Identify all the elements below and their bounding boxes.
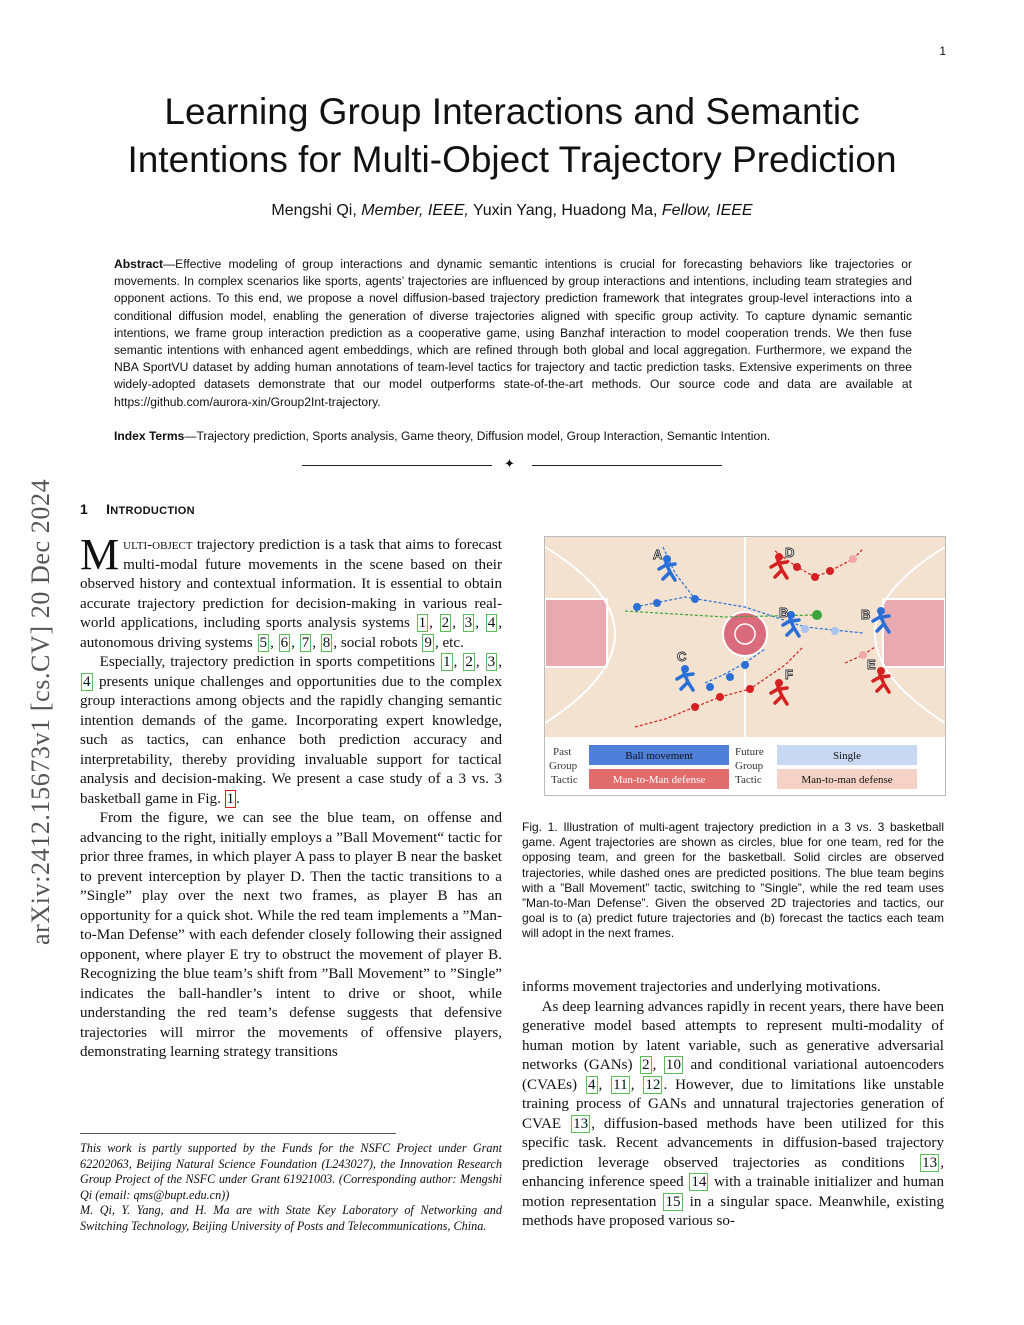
separator-star-icon: ✦ [504,456,515,471]
citation-link[interactable]: 6 [280,634,289,651]
section-heading [80,501,195,517]
legend-future-line: Tactic [735,774,762,786]
legend-future-line: Future [735,746,764,758]
citation-link[interactable]: 2 [441,615,450,631]
blue-marker [741,661,749,669]
right-paragraph-2: As deep learning advances rapidly in recent years, there have been generative model based attempts to represent multi-modality of human motion by latent variable, such as generative adversarial networks (GANs) 2 , 10 and conditional variational autoencoders (CVAEs) 4 , 11 , 12 . However, due to limitations like unstable training process of GANs and unnatural trajectories generation of CVAE 13 , diffusion-based methods have been utilized for this specific task. Recent advancements in diffusion-based trajectory prediction leverage observed trajectories as conditions 13 , enhancing inference speed 14 with a trainable initializer and human motion representation 15 in a singular space. Meanwhile, existing methods have proposed various so- [522,998,945,1229]
drop-cap: M [80,530,120,579]
citation-link[interactable]: 3 [487,654,496,670]
citation-link[interactable]: 2 [642,1057,650,1073]
text-run: . However, due to limitations like unstable training process of GANs and unnatural trajectories generation of CVAE [522,1076,945,1132]
citation-link[interactable]: 10 [665,1057,681,1073]
author-1: Mengshi Qi, [271,202,357,219]
red-marker [811,573,819,581]
player-label: F [785,667,793,682]
text-run: presents unique challenges and opportunities due to the complex group interactions among objects and the rapidly changing semantic intention demands of the game. Incorporating expert knowledge, such as tactics, can enhance both prediction accuracy and interpretability, thereby providing invaluable support for tactical analysis and decision-making. We present a case study of a 3 vs. 3 basketball game in Fig. [80,673,502,807]
index-terms-label: Index Terms [114,429,185,443]
red-marker [691,703,699,711]
section-separator [302,456,722,472]
blue-marker [706,683,714,691]
citation-link[interactable]: 11 [613,1076,628,1093]
intro-paragraph-2: Especially, trajectory prediction in sports competitions 1 , 2 , 3 , 4 presents unique challenges and opportunities due to the complex group interactions among objects and the rapidly changing semantic intention demands of the game. Incorporating expert knowledge, such as tactics, can enhance both prediction accuracy and interpretability, thereby providing invaluable support for tactical analysis and decision-making. We present a case study of a 3 vs. 3 basketball game in Fig. 1 . [80,654,502,807]
blue-marker [633,603,641,611]
citation-link[interactable]: 14 [691,1174,707,1190]
figure-caption: Fig. 1. Illustration of multi-agent trajectory prediction in a 3 vs. 3 basketball game. Agent trajectories are shown as circles, blue for one team, red for the opposing team, and green for the basketball. Solid circles are observed trajectories, while dashed ones are predicted positions. The blue team begins with a ”Ball Movement” tactic, switching to ”Single”, while the red team uses ”Man-to-Man Defense”. Given the observed 2D trajectories and tactics, our goal is to (a) predict future trajectories and (b) forecast the tactics each team will adopt in the next frames. [522,820,944,941]
legend-past-line: Tactic [551,774,578,786]
legend-text: Ball movement [625,750,693,762]
right-paragraph-1: informs movement trajectories and underlying motivations. [522,979,881,995]
right-paint [883,599,945,667]
red-marker [716,693,724,701]
text-run: with a trainable initializer and human motion representation [522,1174,944,1210]
text-run: trajectory prediction is a task that aims to forecast multi-modal future movements in the scene based on their observed history and contextual information. It is essential to obtain accurate trajectory prediction for decision-making in various real-world applications, including sports analysis systems [80,537,502,631]
legend-text: Single [832,750,862,762]
citation-link[interactable]: 4 [83,673,91,690]
text-run: . [236,790,240,807]
footnote-funding: This work is partly supported by the Funds for the NSFC Project under Grant 62202063, Beijing Natural Science Foundation (L243027), the Innovation Research Group Project of the NSFC under Grant 61921003. (Corresponding author: Mengshi Qi (email: qms@bupt.edu.cn)) [80,1141,502,1202]
abstract-label: Abstract [114,257,164,271]
red-marker [826,567,834,575]
left-paint [545,599,607,667]
text-run: , autonomous driving systems [80,615,503,651]
author-3-role: Fellow, IEEE [661,202,753,219]
citation-link[interactable]: 12 [645,1076,661,1093]
text-run: and conditional variational autoencoders (CVAEs) [522,1057,944,1093]
citation-link[interactable]: 9 [424,634,432,651]
player-label: D [785,545,795,560]
text-run: Especially, trajectory prediction in sports competitions [99,654,441,670]
blue-predicted-marker [801,625,809,633]
paper-title: Learning Group Interactions and Semantic Intentions for Multi-Object Trajectory Prediction [127,91,897,180]
section-title-initial: I [106,501,111,517]
page-number: 1 [939,44,946,58]
red-predicted-marker [859,651,867,659]
citation-link[interactable]: 7 [301,634,310,651]
separator-rule-right [532,465,722,466]
basketball-court-diagram [545,537,945,795]
blue-marker [691,595,699,603]
index-terms-text: —Trajectory prediction, Sports analysis, Game theory, Diffusion model, Group Interaction, Semantic Intention. [184,429,771,443]
footnote-affiliation: M. Qi, Y. Yang, and H. Ma are with State Key Laboratory of Networking and Switching Technology, Beijing University of Posts and Telecommunications, China. [80,1203,502,1233]
red-marker [793,563,801,571]
arxiv-stamp: arXiv:2412.15673v1 [cs.CV] 20 Dec 2024 [26,478,55,945]
footnote-rule [80,1133,396,1134]
legend-text: Man-to-man defense [801,774,893,786]
text-run: , etc. [434,634,464,651]
legend-past-line: Group [549,760,578,772]
basketball-icon [812,610,822,620]
citation-link[interactable]: 13 [573,1115,589,1132]
blue-marker [653,599,661,607]
text-run: As deep learning advances rapidly in recent years, there have been generative model based attempts to represent multi-modality of human motion by latent variable, such as generative adversarial networks (GANs) [522,998,944,1073]
text-run: in a singular space. Meanwhile, existing methods have proposed various so- [522,1193,944,1229]
citation-link[interactable]: 15 [665,1193,681,1210]
player-label: E [867,657,876,672]
red-marker [746,685,754,693]
smallcaps-lead: ulti-object [123,537,193,553]
intro-paragraph-3: From the figure, we can see the blue team, on offense and advancing to the right, initially employs a ”Ball Movement“ tactic for prior three frames, in which player A pass to player B near the basket to prevent interception by player D. Then the tactic transitions to a ”Single” play over the next two frames, as player B has an opportunity for a quick shot. While the red team implements a ”Man-to-Man Defense” with each defender closely following their assigned opponent, where player E try to obstruct the movement of player B. Recognizing the blue team’s shift from ”Ball Movement” to ”Single” indicates the ball-handler’s intent to drive or shoot, while understanding the red team’s defense suggests that defensive trajectories will mirror the movements of offensive players, demonstrating learning strategy transitions [80,810,502,1060]
legend-past-line: Past [553,746,572,758]
citation-link[interactable]: 5 [259,634,268,651]
index-terms [114,429,912,443]
section-title-rest: NTRODUCTION [110,505,195,517]
player-label: B [861,607,871,622]
player-label: A [653,547,663,562]
citation-link[interactable]: 1 [418,615,427,631]
intro-paragraph-1: Multi-object trajectory prediction is a task that aims to forecast multi-modal future movements in the scene based on their observed history and contextual information. It is essential to obtain accurate trajectory prediction for decision-making in various real-world applications, including sports analysis systems 1 , 2 , 3 , 4 , autonomous driving systems 5 , 6 , 7 , 8 , social robots 9 , etc. [80,530,503,651]
author-1-role: Member, IEEE, [361,202,469,219]
left-column [80,530,503,1063]
text-run: , social robots [333,634,422,651]
abstract-text: —Effective modeling of group interactions and dynamic semantic intentions is crucial for forecasting behaviors like trajectories or movements. In complex scenarios like sports, agents’ trajectories are influenced by group interactions and intentions, including team strategies and opponent actions. To this end, we propose a novel diffusion-based trajectory prediction framework that integrates group-level interactions into a conditional diffusion model, enabling the generation of diverse trajectories aligned with specific group activity. To capture dynamic semantic intentions, we frame group interaction prediction as a cooperative game, using Banzhaf interaction to model cooperation trends. We then fuse semantic intentions with enhanced agent embeddings, which are refined through both global and local aggregation. Furthermore, we expand the NBA SportVU dataset by adding human annotations of team-level tactics for trajectory and tactic prediction tasks. Extensive experiments on three widely-adopted datasets demonstrate that our model outperforms state-of-the-art methods. Our source code and data are available at https://github.com/aurora-xin/Group2Int-trajectory. [114,257,912,409]
section-number: 1 [80,501,89,517]
blue-marker [726,673,734,681]
text-run: , enhancing inference speed [522,1154,944,1190]
player-label: C [677,649,687,664]
footnotes [80,1141,502,1234]
citation-link[interactable]: 4 [487,615,496,631]
legend-future-line: Group [735,760,764,772]
player-label: B [779,605,789,620]
right-column [522,978,944,1232]
separator-rule-left [302,465,492,466]
citation-link[interactable]: 1 [443,654,451,670]
red-predicted-marker [849,555,857,563]
abstract [114,256,912,411]
citation-link[interactable]: 4 [587,1076,596,1093]
author-2-3: Yuxin Yang, Huadong Ma, [472,202,658,219]
center-circle [723,612,767,656]
blue-predicted-marker [831,627,839,635]
legend-text: Man-to-Man defense [612,774,706,786]
text-run: , diffusion-based methods have been utilized for this specific task. Recent advancements in diffusion-based trajectory prediction leverage observed trajectories as conditions [522,1115,944,1171]
author-line [80,202,944,220]
figure-1 [544,536,946,796]
figure-link[interactable]: 1 [226,790,235,807]
citation-link[interactable]: 13 [922,1154,938,1171]
citation-link[interactable]: 2 [465,654,473,670]
citation-link[interactable]: 3 [464,615,473,631]
citation-link[interactable]: 8 [322,634,331,651]
